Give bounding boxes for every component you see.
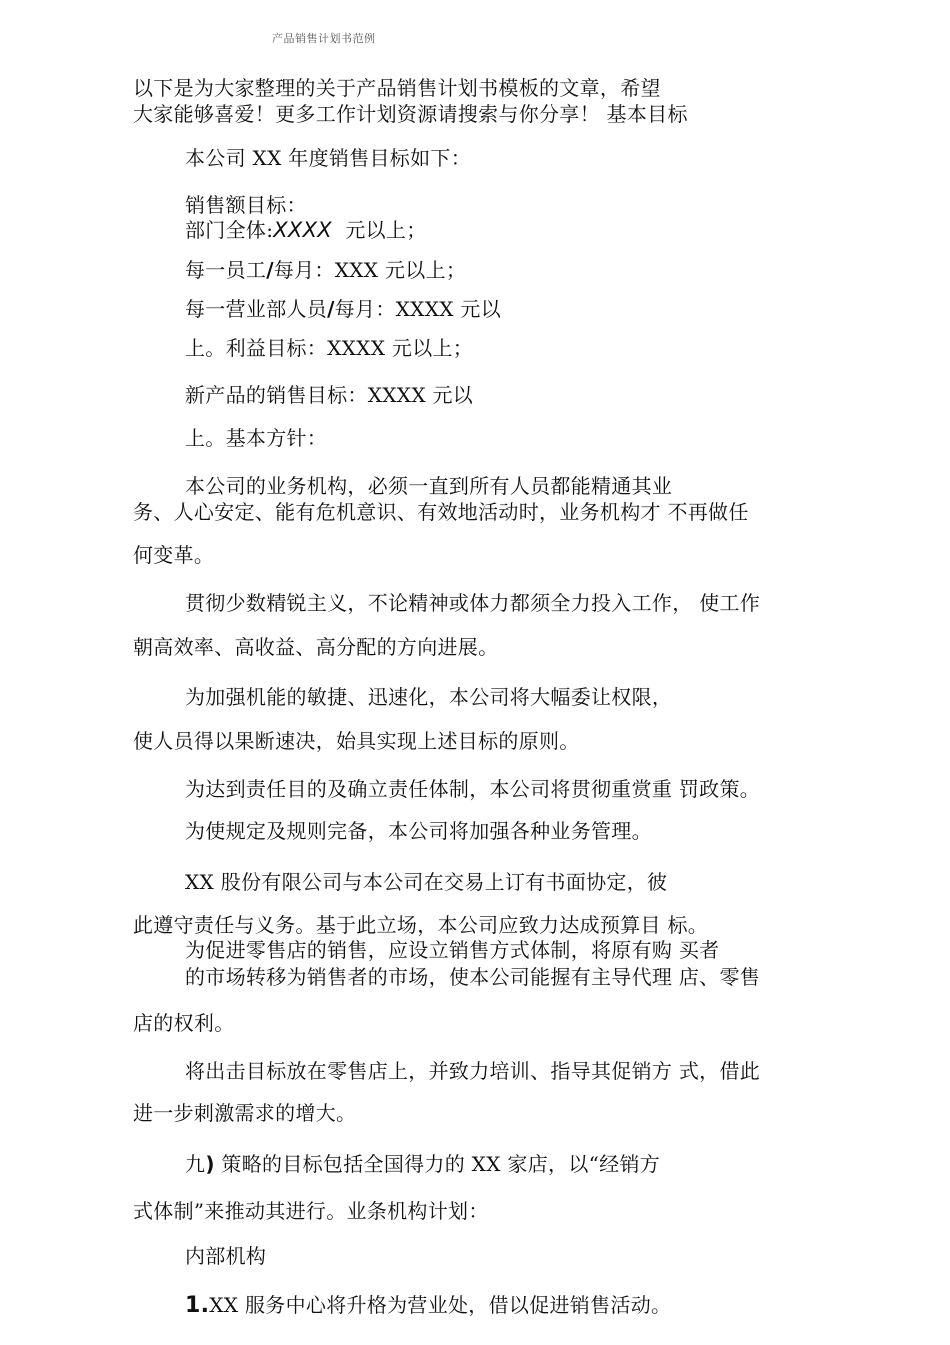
list-number: 1.	[185, 1293, 210, 1318]
text-segment: XX 服务中心将升格为营业处，借以促进销售活动。	[209, 1293, 672, 1317]
text-segment: 元以上；	[345, 218, 427, 242]
paragraph-line: 上。利益目标：XXXX 元以上；	[185, 336, 474, 360]
paragraph-line: 销售额目标：	[185, 193, 307, 217]
text-segment: 策略的目标包括全国得力的 XX 家店，以“经销方	[214, 1152, 661, 1176]
paragraph-line: 为促进零售店的销售，应设立销售方式体制，将原有购 买者	[185, 938, 720, 962]
paragraph-line	[185, 217, 427, 243]
slash-separator: /	[266, 258, 274, 282]
paragraph-line: 将出击目标放在零售店上，并致力培训、指导其促销方 式，借此	[185, 1059, 761, 1083]
text-segment: 每月：XXX 元以上；	[273, 258, 467, 282]
slash-separator: /	[327, 297, 335, 321]
text-segment: 每月：XXXX 元以	[334, 297, 502, 321]
page-header: 产品销售计划书范例	[272, 32, 376, 45]
paragraph-line: 式体制”来推动其进行。业条机构计划：	[133, 1199, 489, 1223]
paragraph-line: 朝高效率、高收益、高分配的方向进展。	[133, 635, 499, 659]
paragraph-line: 本公司 XX 年度销售目标如下：	[185, 146, 471, 170]
paragraph-line: 上。基本方针：	[185, 426, 328, 450]
text-segment: 部门全体:	[185, 218, 274, 242]
paragraph-line: 大家能够喜爱！更多工作计划资源请搜索与你分享！ 基本目标	[133, 102, 688, 126]
paragraph-line: 为加强机能的敏捷、迅速化，本公司将大幅委让权限，	[185, 685, 673, 709]
paragraph-line: 店的权利。	[133, 1011, 235, 1035]
text-segment: 每一员工	[185, 258, 267, 282]
paragraph-line	[185, 1151, 660, 1177]
paragraph-line	[185, 257, 466, 283]
paragraph-line: 为达到责任目的及确立责任体制，本公司将贯彻重赏重 罚政策。	[185, 777, 761, 801]
paragraph-line: 进一步刺激需求的增大。	[133, 1101, 357, 1125]
paragraph-line: 的市场转移为销售者的市场，使本公司能握有主导代理 店、零售	[185, 965, 761, 989]
paragraph-line: 务、人心安定、能有危机意识、有效地活动时，业务机构才 不再做任	[133, 500, 749, 524]
paragraph-line: 内部机构	[185, 1244, 267, 1268]
parenthesis-mark: )	[205, 1152, 215, 1176]
paragraph-line: 贯彻少数精锐主义，不论精神或体力都须全力投入工作， 使工作	[185, 591, 761, 615]
text-segment: 九	[185, 1152, 206, 1176]
text-segment: 每一营业部人员	[185, 297, 328, 321]
paragraph-line	[185, 1292, 671, 1319]
paragraph-line	[185, 296, 501, 322]
paragraph-line: 新产品的销售目标：XXXX 元以	[185, 383, 474, 407]
amount-placeholder: XXXX	[273, 218, 332, 242]
paragraph-line: 为使规定及规则完备，本公司将加强各种业务管理。	[185, 819, 652, 843]
paragraph-line: 使人员得以果断速决，始具实现上述目标的原则。	[133, 729, 580, 753]
paragraph-line: 此遵守责任与义务。基于此立场，本公司应致力达成预算目 标。	[133, 913, 709, 937]
paragraph-line: 以下是为大家整理的关于产品销售计划书模板的文章，希望	[133, 76, 661, 100]
paragraph-line: XX 股份有限公司与本公司在交易上订有书面协定，彼	[185, 870, 668, 894]
paragraph-line: 何变革。	[133, 543, 215, 567]
paragraph-line: 本公司的业务机构，必须一直到所有人员都能精通其业	[185, 474, 673, 498]
